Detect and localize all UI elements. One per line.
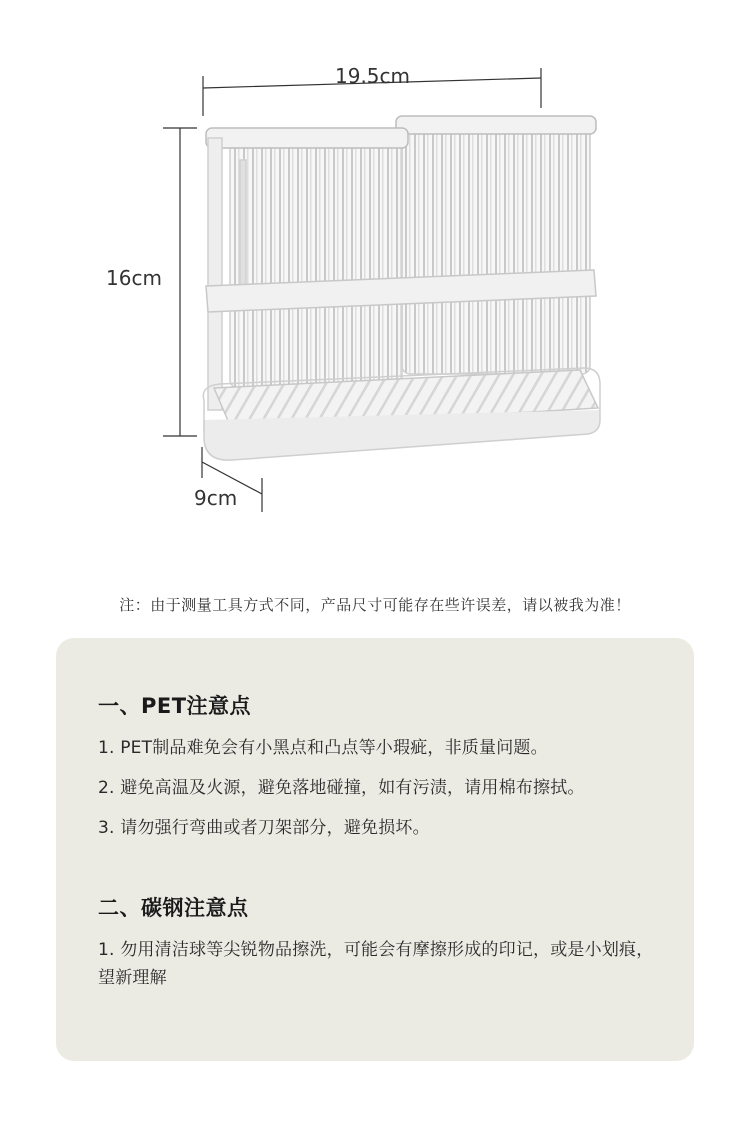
pet-item-1: 1. PET制品难免会有小黑点和凸点等小瑕疵，非质量问题。 bbox=[98, 738, 548, 758]
pet-item-3: 3. 请勿强行弯曲或者刀架部分，避免损坏。 bbox=[98, 818, 430, 838]
pet-item-2: 2. 避免高温及火源，避免落地碰撞，如有污渍，请用棉布擦拭。 bbox=[98, 778, 585, 798]
drip-tray bbox=[203, 368, 600, 460]
cup-left bbox=[206, 128, 408, 388]
height-label: 16cm bbox=[106, 266, 162, 290]
care-instructions-card bbox=[56, 638, 694, 1061]
section-title-pet: 一、PET注意点 bbox=[98, 694, 252, 718]
cup-right bbox=[396, 116, 596, 374]
depth-label: 9cm bbox=[194, 486, 238, 510]
width-label: 19.5cm bbox=[335, 64, 411, 88]
section-title-carbon-steel: 二、碳钢注意点 bbox=[98, 896, 249, 920]
measurement-note: 注：由于测量工具方式不同，产品尺寸可能存在些许误差，请以被我为准！ bbox=[119, 596, 631, 614]
steel-item-1: 1. 勿用清洁球等尖锐物品擦洗，可能会有摩擦形成的印记，或是小划痕，望新理解 bbox=[98, 940, 654, 988]
height-dimension-line bbox=[163, 128, 197, 436]
